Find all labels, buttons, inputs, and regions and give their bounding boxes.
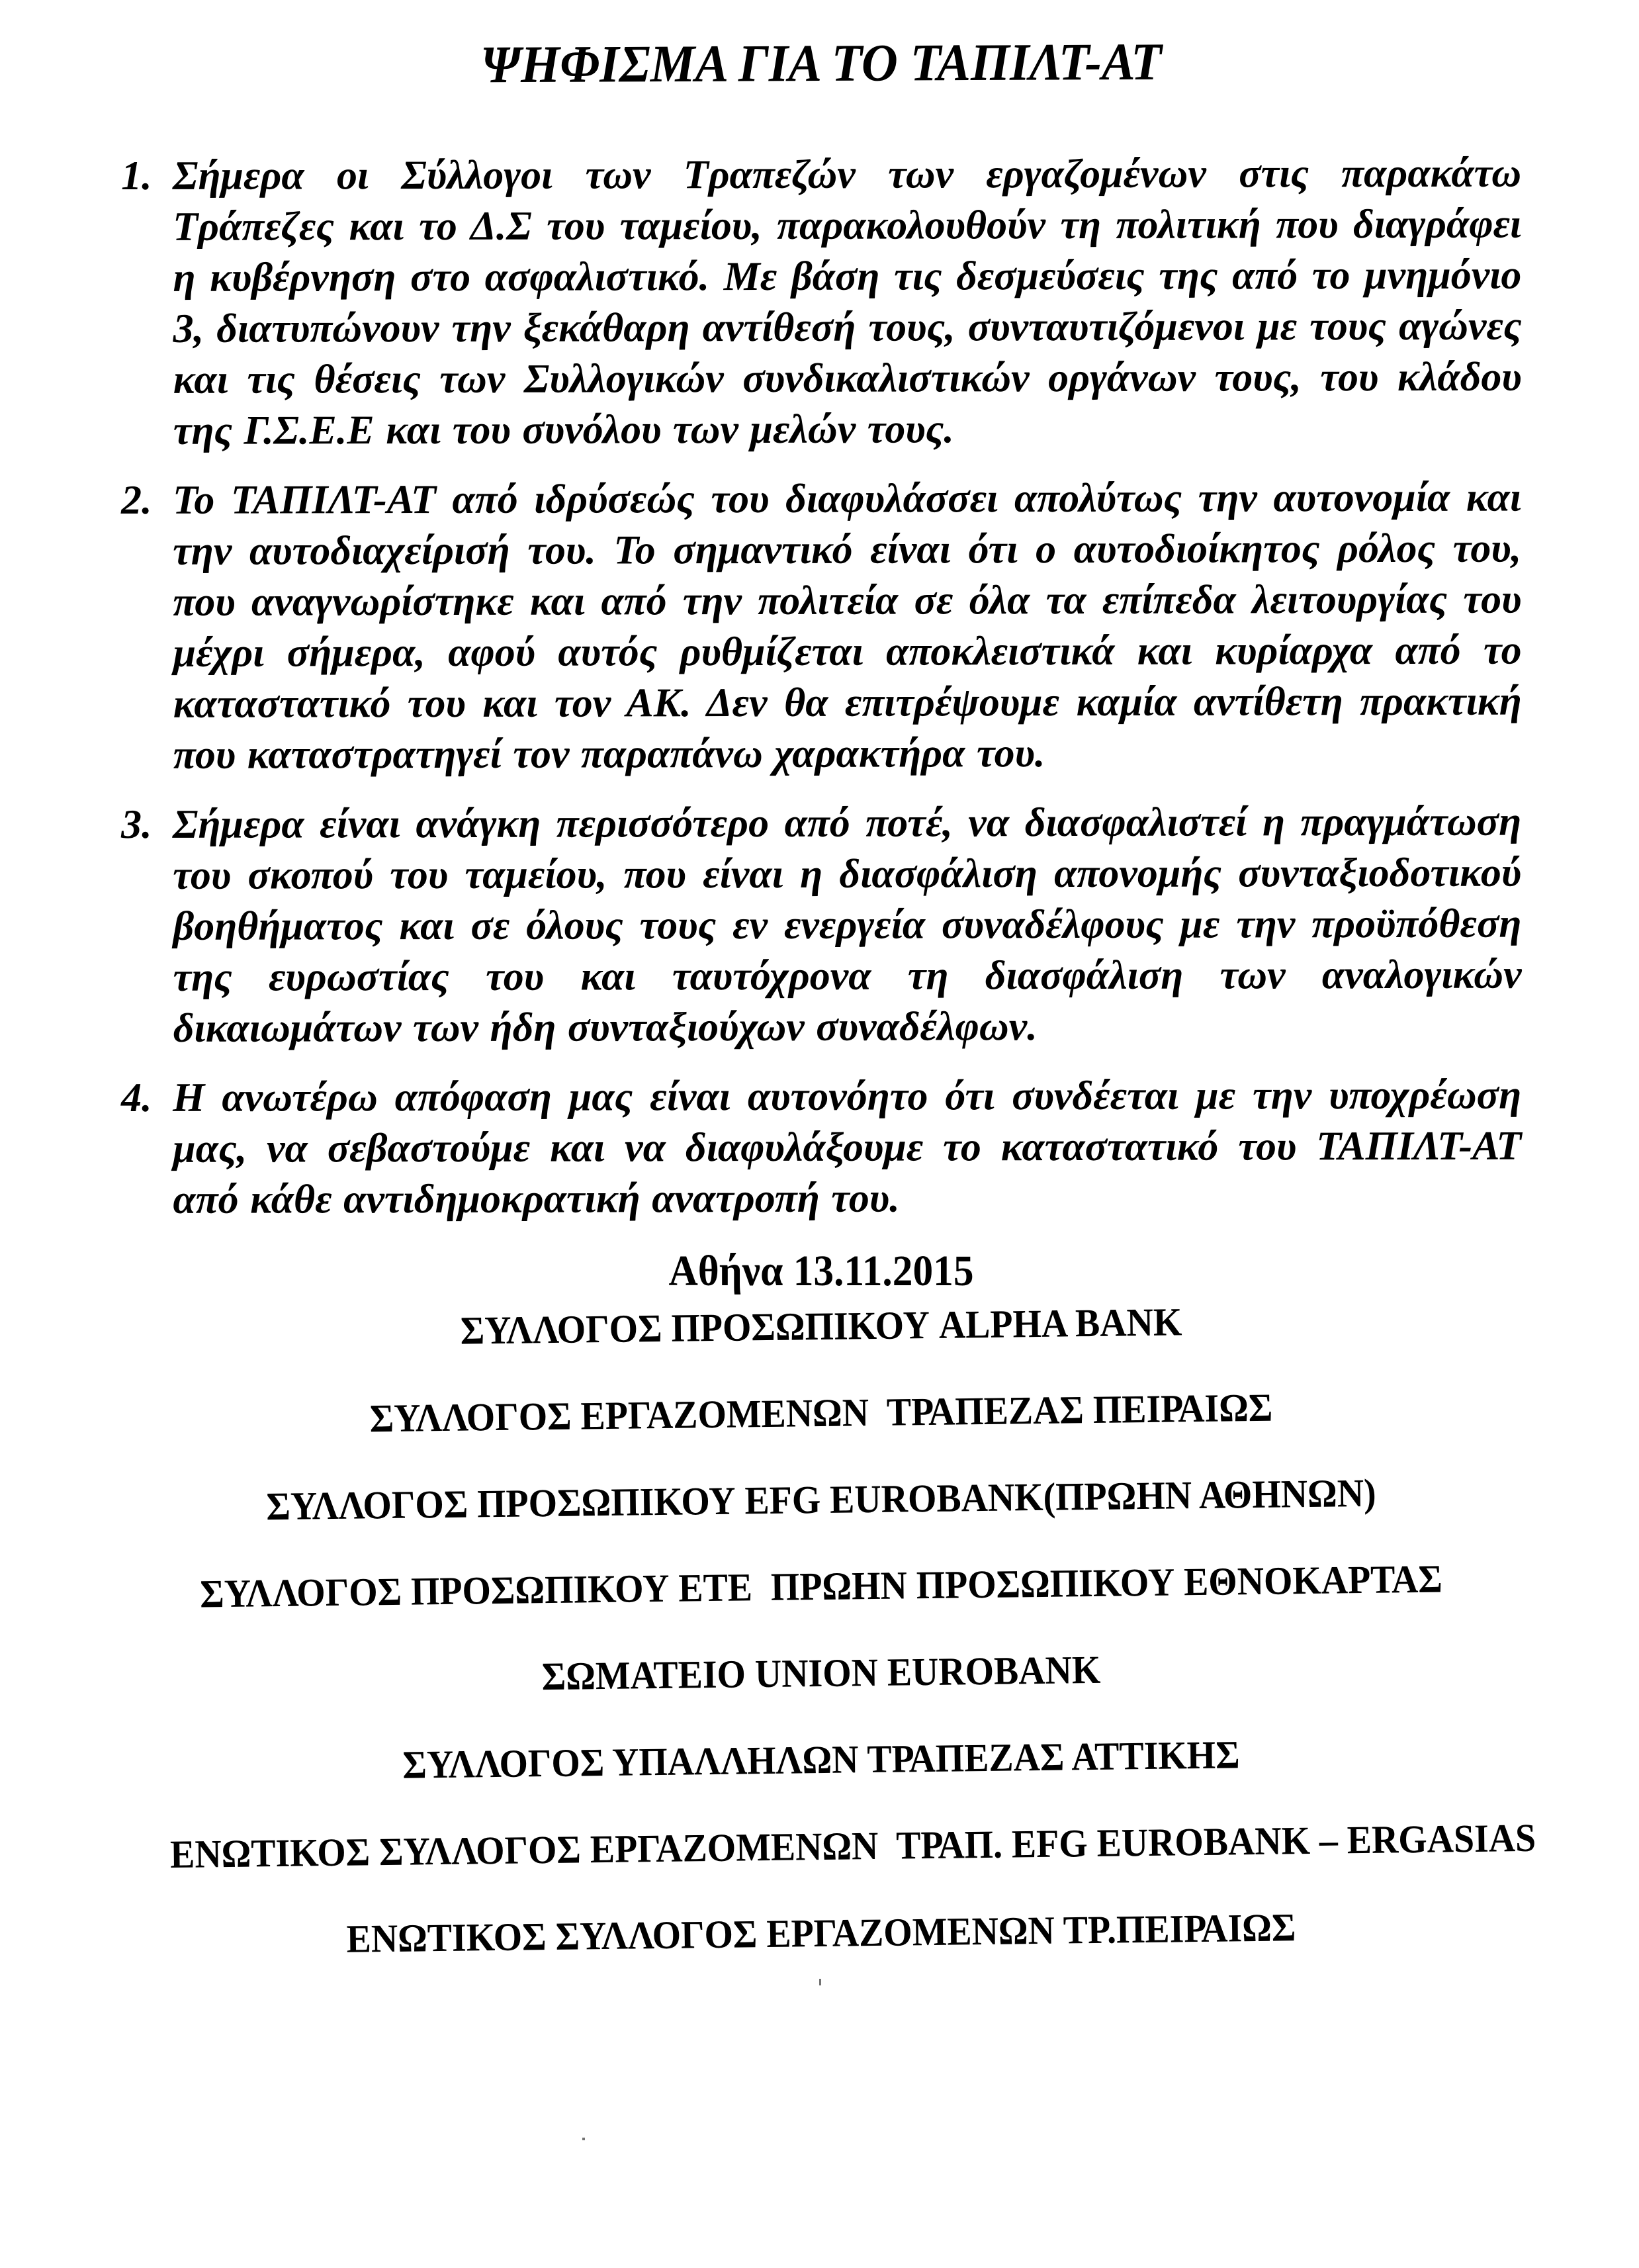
item-1-text: Σήμερα οι Σύλλογοι των Τραπεζών των εργαζομένων στις παρακάτω Τράπεζες και το Δ.Σ του ταμείου, παρακολουθούν τη πολιτική που διαγράφει η κυβέρνηση στο ασφαλιστικό. Με βάση τις δεσμεύσεις της από το μνημόνιο 3, διατυπώνουν την ξεκάθαρη αντίθεσή τους, συνταυτιζόμενοι με τους αγώνες και τις θέσεις των Συλλογικών συνδικαλιστικών οργάνων τους, του κλάδου της Γ.Σ.Ε.Ε και του συνόλου των μελών τους. <box>173 150 1522 453</box>
signatory-enotikos-eurobank-ergasias: ΕΝΩΤΙΚΟΣ ΣΥΛΛΟΓΟΣ ΕΡΓΑΖΟΜΕΝΩΝ ΤΡΑΠ. EFG EUROBANK – ERGASIAS <box>169 1816 1536 1877</box>
scan-speck <box>582 2138 585 2140</box>
item-4-text: Η ανωτέρω απόφαση μας είναι αυτονόητο ότι συνδέεται με την υποχρέωση μας, να σεβαστούμε και να διαφυλάξουμε το καταστατικό του ΤΑΠΙΛΤ-ΑΤ από κάθε αντιδημοκρατική ανατροπή του. <box>173 1072 1522 1222</box>
signatory-efg-eurobank-athinon: ΣΥΛΛΟΓΟΣ ΠΡΟΣΩΠΙΚΟΥ EFG EUROBANK(ΠΡΩΗΝ ΑΘΗΝΩΝ) <box>265 1471 1376 1529</box>
dateline: Αθήνα 13.11.2015 <box>668 1247 974 1295</box>
item-3-text: Σήμερα είναι ανάγκη περισσότερο από ποτέ, να διασφαλιστεί η πραγμάτωση του σκοπού του ταμείου, που είναι η διασφάλιση απονομής συνταξιοδοτικού βοηθήματος και σε όλους τους εν ενεργεία συναδέλφους με την προϋπόθεση της ευρωστίας του και ταυτόχρονα τη διασφάλιση των αναλογικών δικαιωμάτων των ήδη συνταξιούχων συναδέλφων. <box>173 799 1522 1051</box>
signatory-alpha-bank: ΣΥΛΛΟΓΟΣ ΠΡΟΣΩΠΙΚΟΥ ALPHA BANK <box>460 1300 1182 1353</box>
item-4-number: 4. <box>121 1075 152 1120</box>
item-3-number: 3. <box>121 801 152 847</box>
document-title: ΨΗΦΙΣΜΑ ΓΙΑ ΤΟ ΤΑΠΙΛΤ-ΑΤ <box>480 32 1162 95</box>
signatory-piraeus-employees: ΣΥΛΛΟΓΟΣ ΕΡΓΑΖΟΜΕΝΩΝ ΤΡΑΠΕΖΑΣ ΠΕΙΡΑΙΩΣ <box>369 1385 1273 1441</box>
resolution-item-3 <box>121 797 1522 1054</box>
scan-speck <box>819 1979 821 1985</box>
signatory-enotikos-piraeus: ΕΝΩΤΙΚΟΣ ΣΥΛΛΟΓΟΣ ΕΡΓΑΖΟΜΕΝΩΝ ΤΡ.ΠΕΙΡΑΙΩΣ <box>346 1905 1296 1962</box>
resolution-item-2 <box>121 473 1522 781</box>
item-2-text: Το ΤΑΠΙΛΤ-ΑΤ από ιδρύσεώς του διαφυλάσσει απολύτως την αυτονομία και την αυτοδιαχείρισή του. Το σημαντικό είναι ότι ο αυτοδιοίκητος ρόλος του, που αναγνωρίστηκε και από την πολιτεία σε όλα τα επίπεδα λειτουργίας του μέχρι σήμερα, αφού αυτός ρυθμίζεται αποκλειστικά και κυρίαρχα από το καταστατικό του και τον ΑΚ. Δεν θα επιτρέψουμε καμία αντίθετη πρακτική που καταστρατηγεί τον παραπάνω χαρακτήρα του. <box>173 475 1522 778</box>
item-2-number: 2. <box>121 477 152 523</box>
resolution-list <box>121 151 1521 1226</box>
item-1-number: 1. <box>121 153 152 199</box>
signatory-union-eurobank: ΣΩΜΑΤΕΙΟ UNION EUROBANK <box>541 1648 1101 1699</box>
resolution-item-4 <box>121 1070 1521 1226</box>
signatory-ete-ethnokartas: ΣΥΛΛΟΓΟΣ ΠΡΟΣΩΠΙΚΟΥ ΕΤΕ ΠΡΩΗΝ ΠΡΟΣΩΠΙΚΟΥ ΕΘΝΟΚΑΡΤΑΣ <box>199 1557 1443 1616</box>
signatory-attica-bank: ΣΥΛΛΟΓΟΣ ΥΠΑΛΛΗΛΩΝ ΤΡΑΠΕΖΑΣ ΑΤΤΙΚΗΣ <box>402 1733 1240 1788</box>
resolution-item-1 <box>121 148 1522 457</box>
signatory-list <box>121 1300 1536 1962</box>
